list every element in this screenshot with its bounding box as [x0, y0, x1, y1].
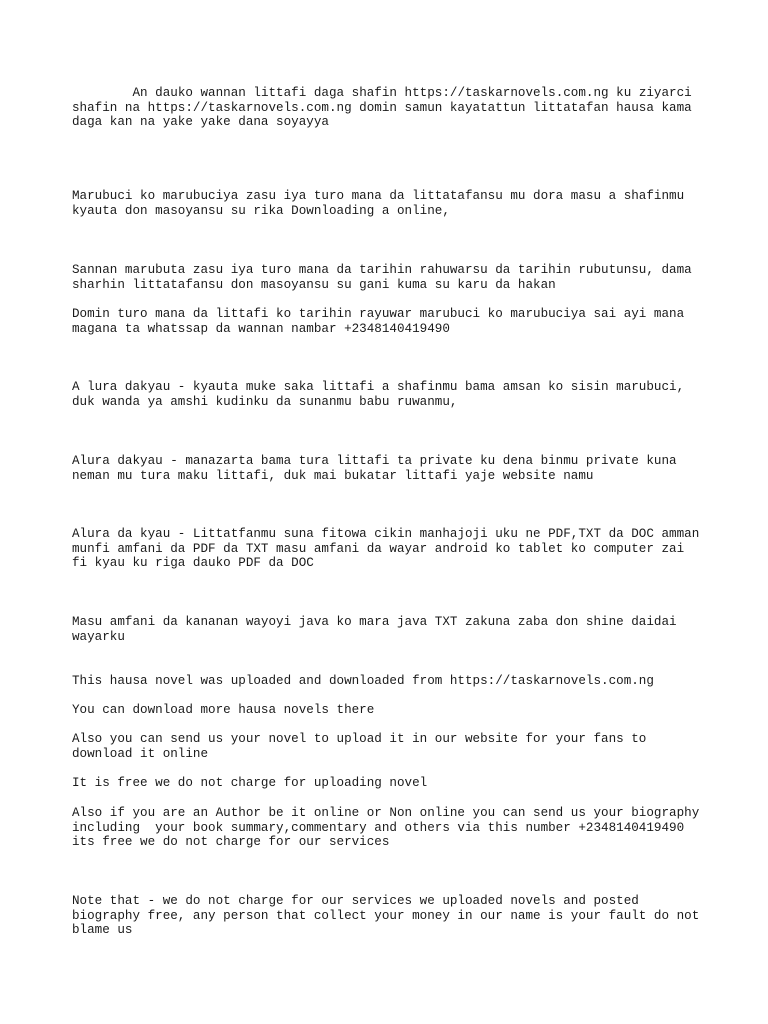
paragraph-free-upload: It is free we do not charge for uploading novel [72, 776, 428, 790]
paragraph-note: Note that - we do not charge for our services we uploaded novels and posted biography free, any person that collect your money in our name is your fault do not blame us [72, 894, 700, 938]
paragraph-java-phones: Masu amfani da kananan wayoyi java ko mara java TXT zakuna zaba don shine daidai wayarku [72, 615, 677, 644]
paragraph-free-notice: A lura dakyau - kyauta muke saka littafi a shafinmu bama amsan ko sisin marubuci, duk wanda ya amshi kudinku da sunanmu babu ruwanmu, [72, 380, 685, 409]
paragraph-biography: Sannan marubuta zasu iya turo mana da tarihin rahuwarsu da tarihin rubutunsu, dama sharhin littatafansu don masoyansu su gani kuma su karu da hakan [72, 263, 692, 292]
paragraph-author-biography: Also if you are an Author be it online or Non online you can send us your biography including your book summary,commentary and others via this number +2348140419490 its free we do not charge for our services [72, 806, 700, 850]
paragraph-authors: Marubuci ko marubuciya zasu iya turo mana da littatafansu mu dora masu a shafinmu kyauta don masoyansu su rika Downloading a online, [72, 189, 685, 218]
paragraph-private-notice: Alura dakyau - manazarta bama tura littafi ta private ku dena binmu private kuna neman mu tura maku littafi, duk mai bukatar littafi yaje website namu [72, 454, 677, 483]
paragraph-formats: Alura da kyau - Littatfanmu suna fitowa cikin manhajoji uku ne PDF,TXT da DOC amman munfi amfani da PDF da TXT masu amfani da wayar android ko tablet ko computer zai fi kyau ku riga dauko PDF da DOC [72, 527, 700, 571]
paragraph-download-more: You can download more hausa novels there [72, 703, 375, 717]
paragraph-uploaded-from: This hausa novel was uploaded and downloaded from https://taskarnovels.com.ng [72, 674, 654, 688]
paragraph-intro: An dauko wannan littafi daga shafin https://taskarnovels.com.ng ku ziyarci shafin na https://taskarnovels.com.ng domin samun kayatattun littatafan hausa kama daga kan na yake yake dana soyayya [72, 86, 692, 130]
paragraph-send-novel: Also you can send us your novel to upload it in our website for your fans to download it online [72, 732, 647, 761]
paragraph-contact: Domin turo mana da littafi ko tarihin rayuwar marubuci ko marubuciya sai ayi mana magana ta whatssap da wannan nambar +2348140419490 [72, 307, 685, 336]
